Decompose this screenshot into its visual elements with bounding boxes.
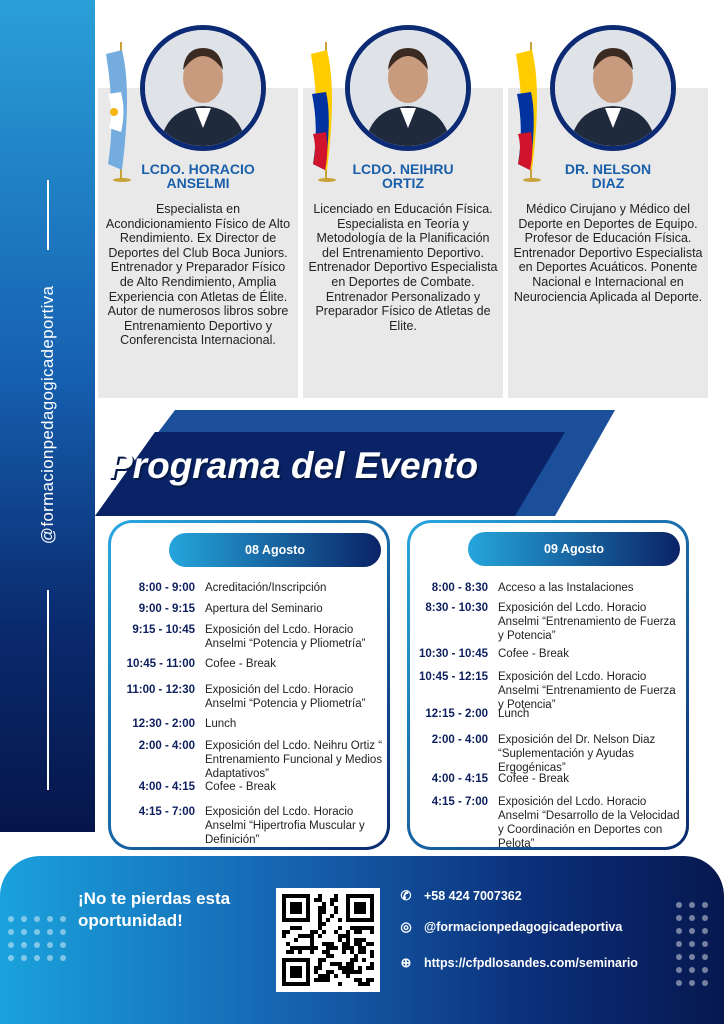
schedule-description: Exposición del Lcdo. Horacio Anselmi “Potencia y Pliometría” <box>205 624 366 650</box>
schedule-time: 4:00 - 4:15 <box>138 781 195 793</box>
argentina-flag-icon <box>102 42 142 182</box>
schedule-description: Exposición del Lcdo. Neihru Ortiz “ Entrenamiento Funcional y Medios Adaptativos” <box>205 740 383 780</box>
speaker-name: DR. NELSON DIAZ <box>564 161 652 191</box>
cta-text: ¡No te pierdas esta oportunidad! <box>78 889 231 930</box>
schedule-time: 10:45 - 11:00 <box>126 658 195 670</box>
speaker-description: Médico Cirujano y Médico del Deporte en Deportes de Equipo. Profesor de Educación Física. Entrenador Deportivo Especialista en Deportes Acuáticos. Ponente Nacional e Internacional en Neurociencia Aplicada al Deporte. <box>513 202 703 304</box>
schedule-time: 4:00 - 4:15 <box>431 773 488 785</box>
speaker-photo <box>140 25 266 151</box>
schedule-time: 4:15 - 7:00 <box>431 796 488 808</box>
schedule-description: Cofee - Break <box>205 658 276 670</box>
speaker-name: LCDO. HORACIO ANSELMI <box>141 161 255 191</box>
instagram-icon: ◎ <box>400 919 412 934</box>
person-icon <box>145 30 261 146</box>
vertical-handle: @formacionpedagogicadeportiva <box>38 285 57 545</box>
schedule-description: Acreditación/Inscripción <box>205 582 327 594</box>
divider <box>47 180 49 250</box>
website-text: https://cfpdlosandes.com/seminario <box>424 956 638 970</box>
schedule-description: Lunch <box>205 718 237 730</box>
schedule-time: 8:30 - 10:30 <box>425 602 488 614</box>
schedule-description: Exposición del Lcdo. Horacio Anselmi “Hipertrofia Muscular y Definición” <box>205 806 365 846</box>
qr-code[interactable] <box>276 888 380 992</box>
schedule-description: Exposición del Dr. Nelson Diaz “Suplementación y Ayudas Ergogénicas” <box>498 734 656 774</box>
schedule-description: Exposición del Lcdo. Horacio Anselmi “Entrenamiento de Fuerza y Potencia” <box>498 602 676 642</box>
day-card-09 <box>407 520 689 850</box>
person-icon <box>350 30 466 146</box>
speaker-photo <box>345 25 471 151</box>
schedule-description: Acceso a las Instalaciones <box>498 582 634 594</box>
schedule-time: 9:00 - 9:15 <box>138 603 195 615</box>
schedule-description: Cofee - Break <box>205 781 276 793</box>
day-card-08 <box>108 520 390 850</box>
schedule-description: Apertura del Seminario <box>205 603 323 615</box>
schedule-time: 2:00 - 4:00 <box>431 734 488 746</box>
globe-icon: ⊕ <box>400 955 412 970</box>
instagram-text: @formacionpedagogicadeportiva <box>424 920 623 934</box>
schedule-description: Exposición del Lcdo. Horacio Anselmi “Desarrollo de la Velocidad y Coordinación en Deportes con Pelota” <box>498 796 680 850</box>
day-label: 09 Agosto <box>468 532 680 566</box>
decorative-dots <box>676 902 708 986</box>
divider <box>47 590 49 790</box>
decorative-dots <box>8 916 66 961</box>
contact-phone[interactable] <box>398 888 522 904</box>
person-icon <box>555 30 671 146</box>
speaker-photo <box>550 25 676 151</box>
schedule-description: Cofee - Break <box>498 773 569 785</box>
left-sidebar-band <box>0 0 95 832</box>
schedule-time: 8:00 - 8:30 <box>431 582 488 594</box>
schedule-time: 10:30 - 10:45 <box>418 648 488 660</box>
schedule-time: 10:45 - 12:15 <box>418 671 488 683</box>
schedule-time: 11:00 - 12:30 <box>126 684 195 696</box>
schedule-time: 4:15 - 7:00 <box>138 806 195 818</box>
schedule-time: 12:15 - 2:00 <box>425 708 488 720</box>
phone-icon: ✆ <box>400 888 412 903</box>
speaker-name: LCDO. NEIHRU ORTIZ <box>352 161 454 191</box>
contact-instagram[interactable] <box>398 919 622 935</box>
program-title: Programa del Evento <box>108 445 479 486</box>
schedule-time: 12:30 - 2:00 <box>132 718 195 730</box>
speaker-description: Licenciado en Educación Física. Especialista en Teoría y Metodología de la Planificación del Entrenamiento Deportivo. Entrenador Deportivo Especialista en Deportes de Combate. Entrenador Personalizado y Preparador Físico de Atletas de Elite. <box>308 202 498 333</box>
phone-text: +58 424 7007362 <box>424 889 522 903</box>
schedule-time: 8:00 - 9:00 <box>138 582 195 594</box>
day-label: 08 Agosto <box>169 533 381 567</box>
contact-website[interactable] <box>398 955 638 971</box>
schedule-description: Cofee - Break <box>498 648 569 660</box>
qr-code-icon <box>282 894 374 986</box>
schedule-description: Lunch <box>498 708 530 720</box>
venezuela-flag-icon <box>307 42 347 182</box>
schedule-description: Exposición del Lcdo. Horacio Anselmi “Potencia y Pliometría” <box>205 684 366 710</box>
venezuela-flag-icon <box>512 42 552 182</box>
schedule-time: 2:00 - 4:00 <box>138 740 195 752</box>
schedule-time: 9:15 - 10:45 <box>132 624 195 636</box>
schedule-description: Exposición del Lcdo. Horacio Anselmi “Entrenamiento de Fuerza y Potencia” <box>498 671 676 711</box>
speaker-description: Especialista en Acondicionamiento Físico de Alto Rendimiento. Ex Director de Deportes del Club Boca Juniors. Entrenador y Preparador Físico de Alto Rendimiento, Amplia Experiencia con Atletas de Élite. Autor de numerosos libros sobre Entrenamiento Deportivo y Conferencista Internacional. <box>105 202 291 348</box>
